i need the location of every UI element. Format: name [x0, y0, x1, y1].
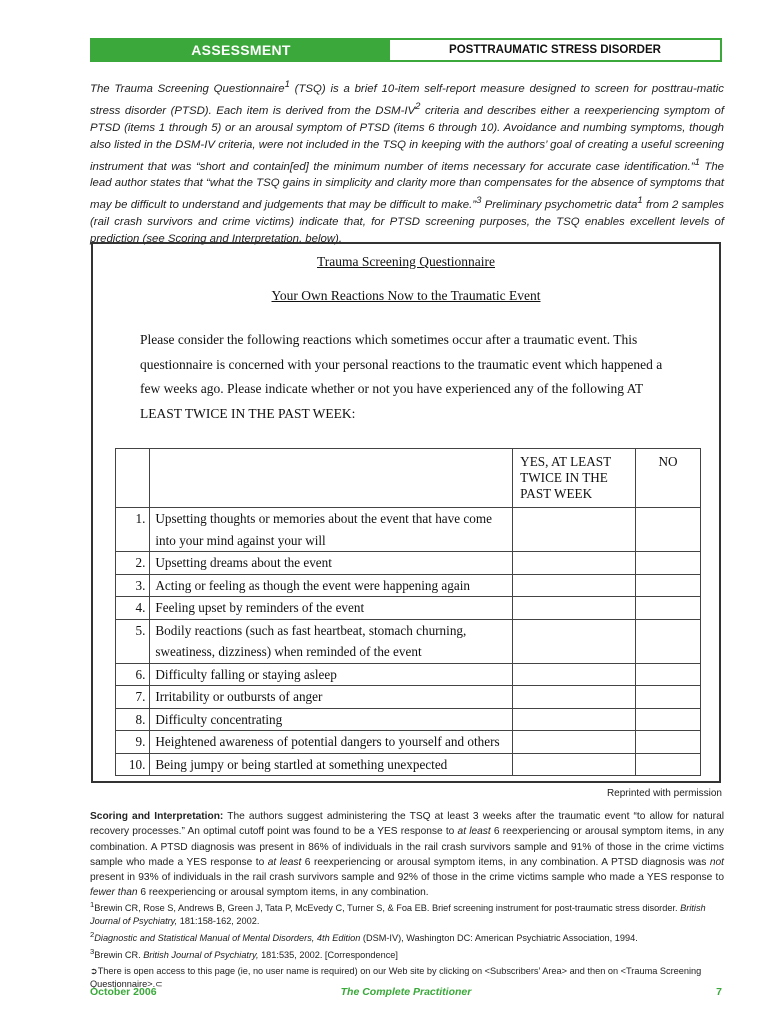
table-row — [116, 619, 701, 663]
no-answer-cell[interactable] — [636, 708, 701, 731]
table-row — [116, 708, 701, 731]
questionnaire-table — [115, 448, 701, 776]
questionnaire-box — [91, 242, 721, 783]
reference-2: $^2$Diagnostic and Statistical Manual of Mental Disorders, 4th Edition (DSM-IV), Washington DC: American Psychiatric Association, 1994. — [90, 930, 638, 944]
item-number: 4. — [116, 597, 150, 620]
no-answer-cell[interactable] — [636, 731, 701, 754]
header-no: NO — [636, 449, 701, 508]
section-topic: POSTTRAUMATIC STRESS DISORDER — [449, 44, 661, 56]
item-text: Feeling upset by reminders of the event — [150, 597, 513, 620]
questionnaire-title: Trauma Screening Questionnaire — [317, 254, 495, 269]
table-row — [116, 686, 701, 709]
header-item-cell — [150, 449, 513, 508]
yes-answer-cell[interactable] — [513, 508, 636, 552]
reference-3: $^3$Brewin CR. British Journal of Psychiatry, 181:535, 2002. [Correspondence] — [90, 947, 398, 961]
item-text: Difficulty falling or staying asleep — [150, 663, 513, 686]
table-row — [116, 508, 701, 552]
item-number: 9. — [116, 731, 150, 754]
section-label: ASSESSMENT — [92, 40, 390, 60]
no-answer-cell[interactable] — [636, 508, 701, 552]
table-row — [116, 753, 701, 776]
item-number: 10. — [116, 753, 150, 776]
yes-answer-cell[interactable] — [513, 686, 636, 709]
item-number: 6. — [116, 663, 150, 686]
footer-date: October 2006 — [90, 986, 157, 998]
item-number: 8. — [116, 708, 150, 731]
scoring-paragraph: Scoring and Interpretation: The authors suggest administering the TSQ at least 3 weeks after the traumatic event “to allow for natural recovery processes.” An optimal cutoff point was found to be a YES response to at least 6 reexperiencing or arousal symptom items, in any combination. A PTSD diagnosis was present in 86% of individuals in the rail crash survivors sample and 91% of those in the crime victims sample who made a YES response to at least 6 reexperiencing or arousal symptom items, in any combination. A PTSD diagnosis was not present in 93% of individuals in the rail crash survivors sample and 92% of those in the crime victims sample who made a YES response to fewer than 6 reexperiencing or arousal symptom items, in any combination. — [90, 811, 724, 899]
item-text: Being jumpy or being startled at something unexpected — [150, 753, 513, 776]
table-row — [116, 663, 701, 686]
table-row — [116, 552, 701, 575]
table-row — [116, 597, 701, 620]
footer-publication: The Complete Practitioner — [340, 986, 472, 998]
item-number: 2. — [116, 552, 150, 575]
yes-answer-cell[interactable] — [513, 731, 636, 754]
item-number: 5. — [116, 619, 150, 663]
no-answer-cell[interactable] — [636, 597, 701, 620]
item-text: Heightened awareness of potential dangers to yourself and others — [150, 731, 513, 754]
item-text: Difficulty concentrating — [150, 708, 513, 731]
page-footer — [90, 986, 722, 1002]
yes-answer-cell[interactable] — [513, 552, 636, 575]
section-header — [90, 38, 722, 62]
item-number: 7. — [116, 686, 150, 709]
yes-answer-cell[interactable] — [513, 574, 636, 597]
intro-paragraph: The Trauma Screening Questionnaire$^1$ (TSQ) is a brief 10-item self-report measure designed to screen for posttrau-matic stress disorder (PTSD). Each item is derived from the DSM-$IV^2$ criteria and describes either a reexperiencing symptom of PTSD (items 1 through 5) or an arousal symptom of PTSD (items 6 through 10). Avoidance and numbing symptoms, though also listed in the DSM-IV criteria, were not included in the TSQ in keeping with the authors’ goal of creating a useful screening instrument that was “short and contain[ed] the minimum number of items necessary for accurate case identification.”$^1$ The lead author states that “what the TSQ gains in simplicity and clarity more than compensates for the absence of symptoms that may be difficult to understand and judgements that may be difficult to make.”$^3$ Preliminary psychometric data$^1$ from 2 samples (rail crash survivors and crime victims) indicate that, for PTSD screening purposes, the TSQ enables excellent levels of prediction (see Scoring and Interpretation, below). — [90, 79, 724, 246]
reprint-note: Reprinted with permission — [606, 788, 722, 799]
item-number: 3. — [116, 574, 150, 597]
table-row — [116, 574, 701, 597]
table-row — [116, 731, 701, 754]
no-answer-cell[interactable] — [636, 753, 701, 776]
item-text: Irritability or outbursts of anger — [150, 686, 513, 709]
no-answer-cell[interactable] — [636, 574, 701, 597]
yes-answer-cell[interactable] — [513, 619, 636, 663]
item-text: Upsetting thoughts or memories about the event that have come into your mind against your will — [150, 508, 513, 552]
no-answer-cell[interactable] — [636, 663, 701, 686]
questionnaire-instructions: Please consider the following reactions which sometimes occur after a traumatic event. This questionnaire is concerned with your personal reactions to the traumatic event which happened a few weeks ago. Please indicate whether or not you have experienced any of the following AT LEAST TWICE IN THE PAST WEEK: — [140, 332, 663, 421]
references — [90, 898, 730, 991]
yes-answer-cell[interactable] — [513, 753, 636, 776]
item-text: Upsetting dreams about the event — [150, 552, 513, 575]
yes-answer-cell[interactable] — [513, 708, 636, 731]
yes-answer-cell[interactable] — [513, 663, 636, 686]
item-text: Acting or feeling as though the event were happening again — [150, 574, 513, 597]
reference-1: $^1$Brewin CR, Rose S, Andrews B, Green J, Tata P, McEvedy C, Turner S, & Foa EB. Brief screening instrument for post-traumatic stress disorder. British Journal of Psychiatry, 181:158-162, 2002. — [90, 900, 706, 927]
page-number: 7 — [716, 986, 722, 998]
yes-answer-cell[interactable] — [513, 597, 636, 620]
no-answer-cell[interactable] — [636, 619, 701, 663]
questionnaire-subtitle: Your Own Reactions Now to the Traumatic Event — [271, 288, 541, 303]
header-yes: YES, AT LEAST TWICE IN THE PAST WEEK — [513, 449, 636, 508]
web-access-note: ➲There is open access to this page (ie, no user name is required) on our Web site by clicking on <Subscribers’ Area> and then on <Trauma Screening Questionnaire>.⊂ — [90, 966, 702, 990]
item-number: 1. — [116, 508, 150, 552]
no-answer-cell[interactable] — [636, 686, 701, 709]
no-answer-cell[interactable] — [636, 552, 701, 575]
item-text: Bodily reactions (such as fast heartbeat, stomach churning, sweatiness, dizziness) when reminded of the event — [150, 619, 513, 663]
table-header-row — [116, 449, 701, 508]
header-num-cell — [116, 449, 150, 508]
